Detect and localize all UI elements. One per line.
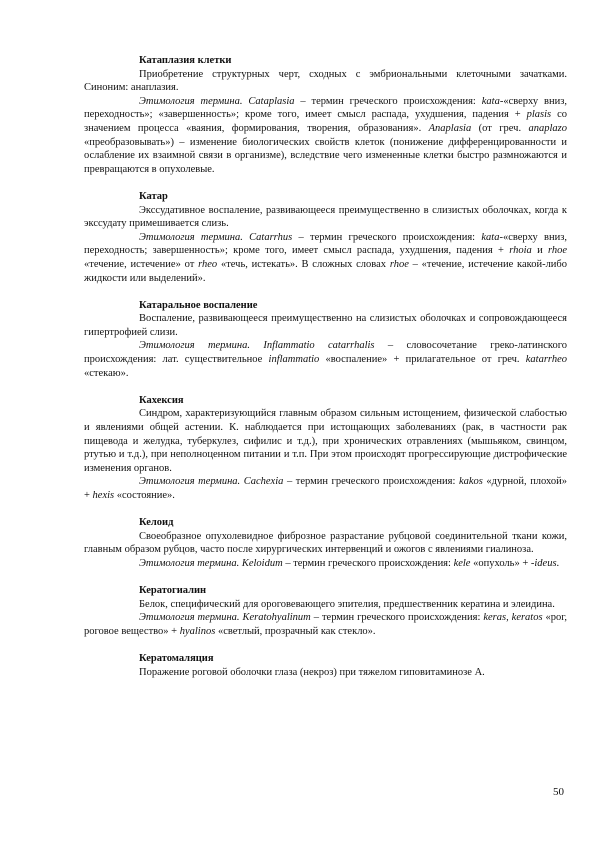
glossary-entry [84, 652, 567, 679]
entry-term: Кахексия [139, 394, 184, 406]
entry-definition: Своеобразное опухолевидное фиброзное разрастание рубцовой соединительной ткани кожи, главным образом рубцов, часто после хирургических интервенций и ожогов с явлениями гиалиноза. [84, 530, 567, 556]
etymology-label: Этимология термина. [139, 95, 243, 107]
etymology-label: Этимология термина. [139, 476, 241, 488]
etymology-text: со значением процесса «ваяния, формирования, творения, образования». [84, 109, 567, 134]
etymology-text: – «течение, истечение какой-либо жидкости или выделений». [84, 258, 568, 284]
glossary-entry [84, 584, 567, 638]
etymology-text: – термин греческого происхождения: [313, 612, 481, 624]
entry-definition: Синдром, характеризующийся главным образом сильным истощением, физической слабостью и явлениями общей астении. К. наблюдается при истощающих заболеваниях (рак, в частности рак пищевода и желудка, туберкулез, сифилис и т.д.), при хронических отравлениях (мышьяком, свинцом, ртутью и т.д.), при неполноценном питании и т.п. При этом происходят прогрессирующие дистрофические изменения органов. [84, 408, 567, 474]
entry-definition: Приобретение структурных черт, сходных с эмбриональными клеточными зачатками. Синоним: анаплазия. [84, 68, 567, 94]
etymology-label: Этимология термина. [139, 557, 240, 569]
etymology-text: «стекаю». [84, 367, 129, 379]
etymology-text: и [537, 245, 543, 257]
etymology-root: hyalinos [179, 625, 216, 637]
entry-term: Катаральное воспаление [139, 299, 258, 311]
etymology-label: Этимология термина. [139, 612, 240, 624]
glossary-content [84, 54, 567, 693]
entry-term: Кератомаляция [139, 653, 214, 665]
etymology-text: (от греч. [478, 122, 522, 134]
etymology-word: Inflammatio catarrhalis [263, 340, 375, 352]
page-number: 50 [553, 786, 564, 798]
etymology-text: «рог, роговое вещество» + [84, 612, 568, 637]
entry-definition: Поражение роговой оболочки глаза (некроз) при тяжелом гиповитаминозе А. [139, 666, 485, 678]
etymology-root: -ideus [530, 557, 557, 569]
entry-etymology [84, 475, 567, 502]
etymology-word: Cataplasia [248, 95, 295, 107]
etymology-root: Anaplasia [428, 122, 472, 134]
etymology-root: inflammatio [268, 354, 320, 366]
etymology-word: Catarrhus [249, 231, 293, 243]
glossary-entry [84, 299, 567, 381]
etymology-text: . [556, 557, 560, 569]
etymology-root: hexis [92, 490, 115, 501]
etymology-label: Этимология термина. [139, 340, 250, 352]
etymology-word: Keratohyalinum [242, 612, 311, 624]
etymology-root: keras, keratos [483, 612, 543, 624]
etymology-root: rheo [198, 258, 218, 270]
etymology-text: «состояние». [116, 490, 175, 501]
etymology-text: «течь, истекать». В сложных словах [220, 258, 387, 270]
entry-term: Келоид [139, 517, 174, 529]
etymology-text: – термин греческого происхождения: [300, 95, 476, 107]
etymology-text: «сверху вниз, переходность; завершенность»; кроме того, имеет смысл распада, ухудшения, падения + [84, 231, 568, 257]
etymology-word: Cachexia [243, 476, 284, 488]
etymology-text: «воспаление» + прилагательное от греч. [325, 354, 520, 366]
glossary-entry [84, 394, 567, 503]
entry-etymology [84, 95, 567, 177]
entry-etymology [84, 557, 567, 571]
etymology-text: – термин греческого происхождения: [285, 557, 451, 569]
etymology-text: «светлый, прозрачный как стекло». [217, 625, 376, 637]
etymology-root: katarrheo [525, 354, 567, 366]
etymology-root: kele [453, 557, 471, 569]
glossary-entry [84, 516, 567, 570]
etymology-text: «дурной, плохой» + [84, 476, 568, 501]
etymology-text: – термин греческого происхождения: [286, 476, 456, 488]
etymology-root: rhoia [509, 245, 532, 257]
etymology-root: plasis [526, 109, 552, 121]
glossary-entry [84, 190, 567, 285]
etymology-root: anaplazo [528, 122, 568, 134]
etymology-text: «сверху вниз, переходность»; «завершенность»; кроме того, имеет смысл распада, ухудшения, падения + [84, 95, 568, 121]
entry-definition: Белок, специфический для ороговевающего эпителия, предшественник кератина и элеидина. [139, 598, 555, 610]
entry-term: Катаплазия клетки [139, 55, 232, 66]
etymology-root: kata- [481, 95, 504, 107]
entry-etymology [84, 611, 567, 638]
etymology-root: kata- [481, 231, 503, 243]
entry-definition: Экссудативное воспаление, развивающееся преимущественно в слизистых оболочках, когда к экссудату примешивается слизь. [84, 204, 567, 230]
etymology-word: Keloidum [241, 557, 283, 569]
etymology-text: – словосочетание греко-латинского происхождения: лат. существительное [84, 340, 568, 366]
etymology-text: – термин греческого происхождения: [298, 231, 476, 243]
entry-term: Катар [139, 190, 168, 202]
etymology-root: kakos [458, 476, 483, 488]
entry-definition: Воспаление, развивающееся преимущественно на слизистых оболочках и сопровождающееся гипертрофией слизи. [84, 313, 567, 338]
etymology-root: rhoe [389, 258, 409, 270]
etymology-text: «преобразовывать») – изменение биологических свойств клеток (понижение дифференцированности и ослабление их взаимной связи в организме), вследствие чего измененные клетки быстро размножаются и превращаются в опухолевые. [84, 136, 567, 175]
entry-etymology [84, 339, 567, 380]
entry-term: Кератогиалин [139, 585, 207, 597]
etymology-text: «опухоль» + [473, 557, 529, 569]
etymology-label: Этимология термина. [139, 231, 243, 243]
glossary-entry [84, 54, 567, 176]
etymology-root: rhoe [547, 245, 568, 257]
etymology-text: «течение, истечение» от [84, 258, 195, 270]
entry-etymology [84, 231, 567, 285]
